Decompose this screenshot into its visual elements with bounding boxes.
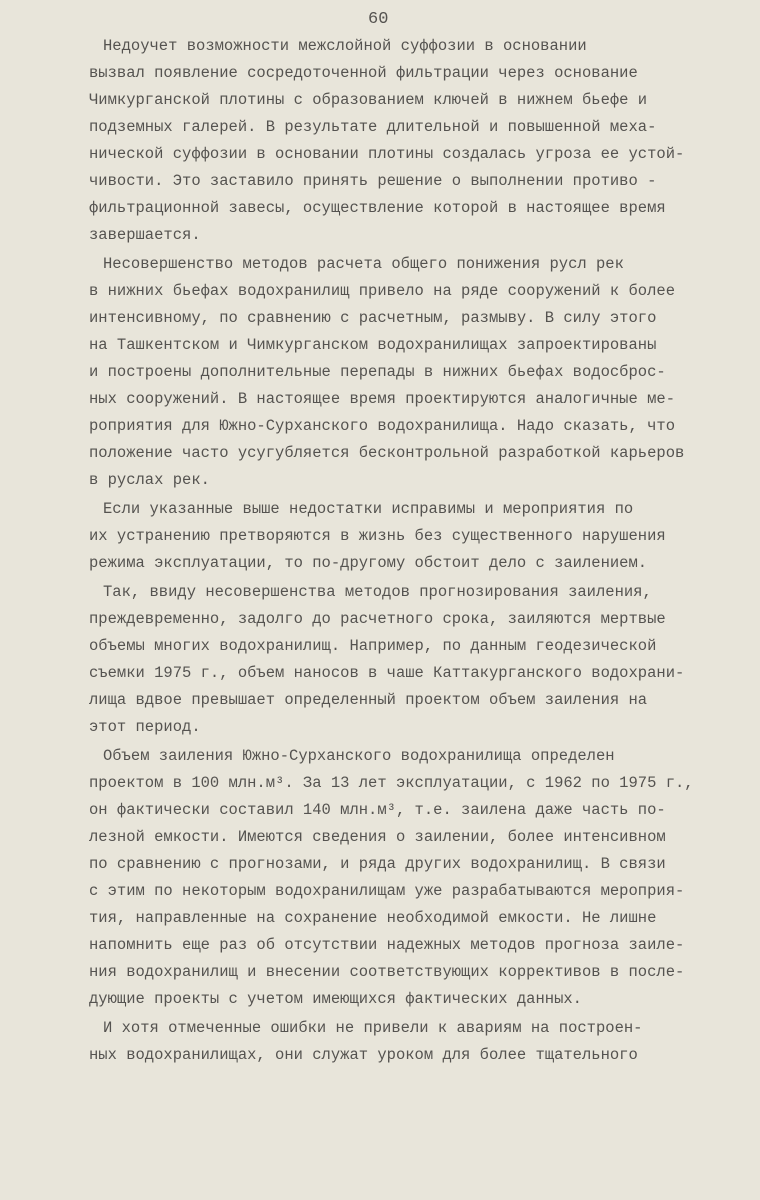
text-line: в нижних бьефах водохранилищ привело на ряде сооружений к более — [89, 282, 675, 300]
text-line: режима эксплуатации, то по-другому обстоит дело с заилением. — [89, 554, 648, 572]
text-line: ния водохранилищ и внесении соответствующих коррективов в после- — [89, 963, 685, 981]
text-line: И хотя отмеченные ошибки не привели к авариям на построен- — [103, 1019, 643, 1037]
text-line: их устранению претворяются в жизнь без существенного нарушения — [89, 527, 666, 545]
text-line: подземных галерей. В результате длительной и повышенной меха- — [89, 118, 657, 136]
text-line: Чимкурганской плотины с образованием ключей в нижнем бьефе и — [89, 91, 648, 109]
text-line: тия, направленные на сохранение необходимой емкости. Не лишне — [89, 909, 657, 927]
text-line: проектом в 100 млн.м³. За 13 лет эксплуатации, с 1962 по 1975 г., — [89, 774, 694, 792]
text-line: Объем заиления Южно-Сурханского водохранилища определен — [103, 747, 615, 765]
text-line: съемки 1975 г., объем наносов в чаше Каттакурганского водохрани- — [89, 664, 685, 682]
paragraph — [89, 33, 729, 249]
text-line: Так, ввиду несовершенства методов прогнозирования заиления, — [103, 583, 652, 601]
text-line: Если указанные выше недостатки исправимы и мероприятия по — [103, 500, 634, 518]
text-line: лезной емкости. Имеются сведения о заилении, более интенсивном — [89, 828, 666, 846]
text-line: напомнить еще раз об отсутствии надежных методов прогноза заиле- — [89, 936, 685, 954]
paragraph — [89, 496, 729, 577]
text-line: вызвал появление сосредоточенной фильтрации через основание — [89, 64, 638, 82]
text-line: нической суффозии в основании плотины создалась угроза ее устой- — [89, 145, 685, 163]
text-line: фильтрационной завесы, осуществление которой в настоящее время — [89, 199, 666, 217]
text-line: завершается. — [89, 226, 201, 244]
text-line: положение часто усугубляется бесконтрольной разработкой карьеров — [89, 444, 685, 462]
text-line: Недоучет возможности межслойной суффозии в основании — [103, 37, 587, 55]
text-line: по сравнению с прогнозами, и ряда других водохранилищ. В связи — [89, 855, 666, 873]
page-number: 60 — [368, 10, 389, 29]
text-line: ных сооружений. В настоящее время проектируются аналогичные ме- — [89, 390, 675, 408]
text-line: в руслах рек. — [89, 471, 210, 489]
paragraph — [89, 743, 729, 1013]
text-line: он фактически составил 140 млн.м³, т.е. заилена даже часть по- — [89, 801, 666, 819]
text-line: лища вдвое превышает определенный проектом объем заиления на — [89, 691, 648, 709]
text-line: с этим по некоторым водохранилищам уже разрабатываются мероприя- — [89, 882, 685, 900]
text-line: дующие проекты с учетом имеющихся фактических данных. — [89, 990, 582, 1008]
text-line: интенсивному, по сравнению с расчетным, размыву. В силу этого — [89, 309, 657, 327]
text-line: чивости. Это заставило принять решение о выполнении противо - — [89, 172, 657, 190]
text-line: Несовершенство методов расчета общего понижения русл рек — [103, 255, 624, 273]
text-line: объемы многих водохранилищ. Например, по данным геодезической — [89, 637, 657, 655]
text-line: роприятия для Южно-Сурханского водохранилища. Надо сказать, что — [89, 417, 675, 435]
document-body — [89, 33, 729, 1071]
paragraph — [89, 1015, 729, 1069]
paragraph — [89, 251, 729, 494]
text-line: преждевременно, задолго до расчетного срока, заиляются мертвые — [89, 610, 666, 628]
text-line: ных водохранилищах, они служат уроком для более тщательного — [89, 1046, 638, 1064]
text-line: этот период. — [89, 718, 201, 736]
text-line: и построены дополнительные перепады в нижних бьефах водосброс- — [89, 363, 666, 381]
paragraph — [89, 579, 729, 741]
text-line: на Ташкентском и Чимкурганском водохранилищах запроектированы — [89, 336, 657, 354]
